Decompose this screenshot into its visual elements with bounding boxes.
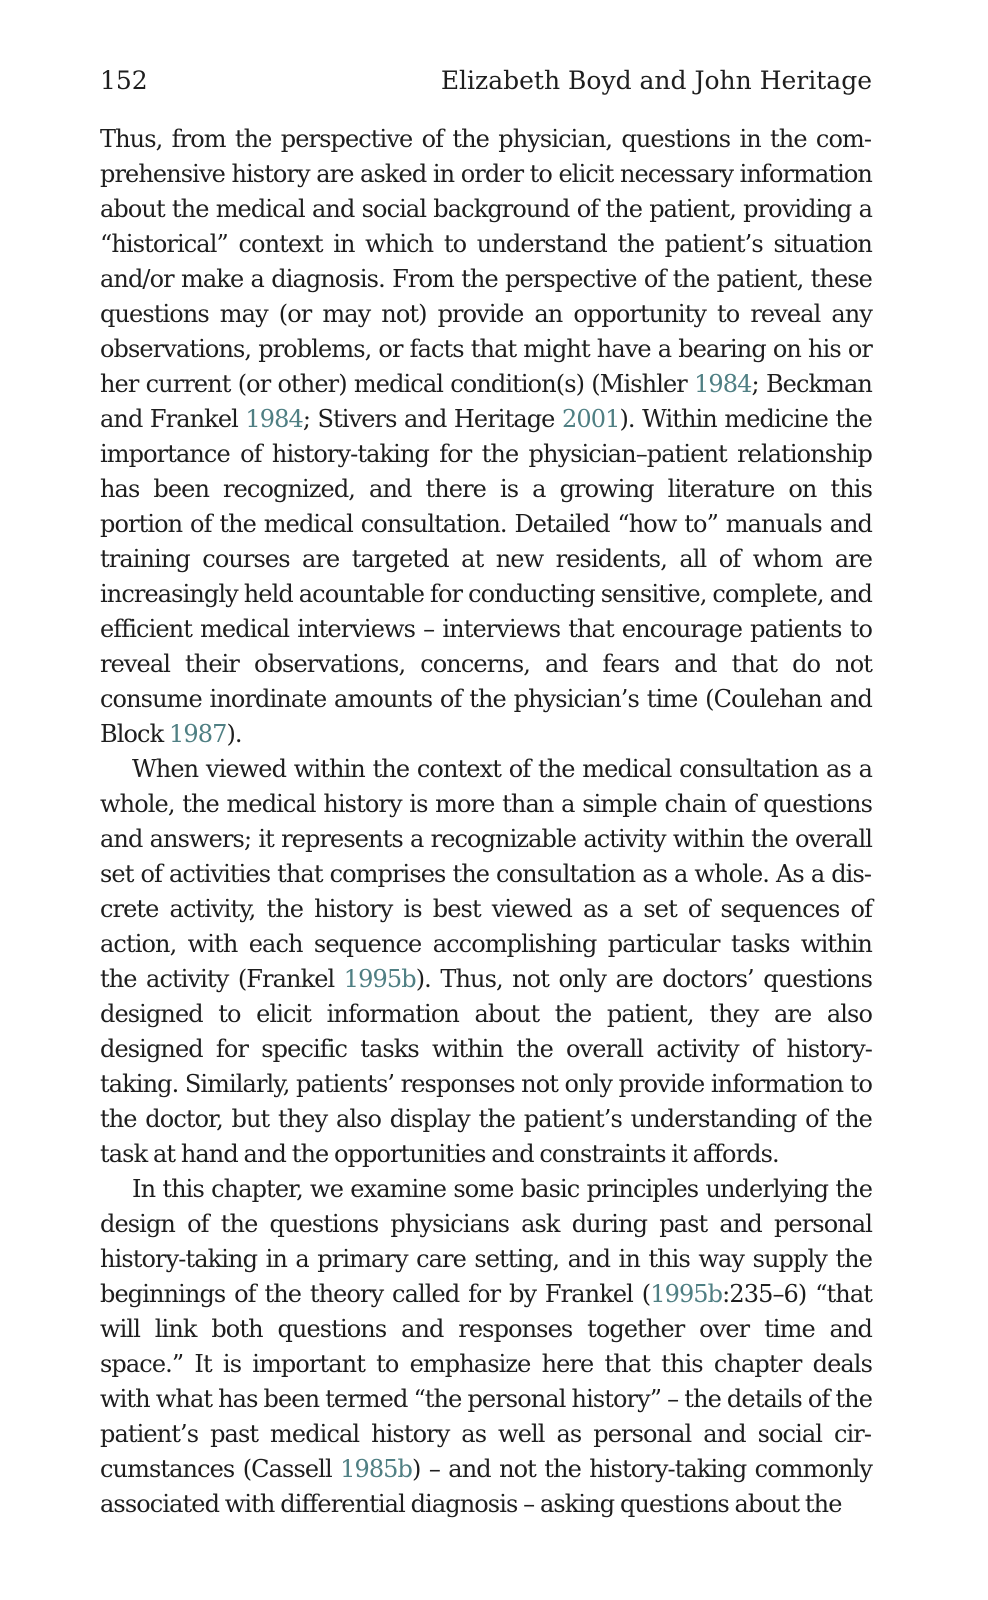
paragraph-1 [100, 122, 872, 752]
book-page [100, 0, 872, 1600]
paragraph-text: ; Stivers and Heritage [302, 405, 562, 433]
paragraph-3 [100, 1172, 872, 1522]
citation-link[interactable]: 1987 [168, 720, 227, 748]
paragraph-text: When viewed within the context of the medical consultation as a whole, the medical history is more than a simple chain of questions and answers; it represents a recognizable activity within the overall set of activities that comprises the consultation as a whole. As a discrete activity, the history is best viewed as a set of sequences of action, with each sequence accomplishing particular tasks within the activity (Frankel [100, 755, 872, 993]
running-title: Elizabeth Boyd and John Heritage [440, 66, 872, 95]
paragraph-text: ) – and not the history-taking commonly associated with differential diagnosis – asking questions about the [100, 1455, 873, 1518]
paragraph-text: ; Beckman and Frankel [100, 370, 872, 433]
citation-link[interactable]: 1984 [245, 405, 303, 433]
page-number: 152 [100, 66, 148, 95]
paragraph-text: ). [226, 720, 242, 748]
paragraph-text: :235–6) “that will link both questions and responses together over time and space.” It is important to emphasize here that this chapter deals with what has been termed “the personal history” – the details of the patient’s past medical history as well as personal and social circumstances (Cassell [100, 1280, 873, 1483]
paragraph-text: ). Thus, not only are doctors’ questions designed to elicit information about the patient, they are also designed for specific tasks within the overall activity of history-taking. Similarly, patients’ responses not only provide information to the doctor, but they also display the patient’s understanding of the task at hand and the opportunities and constraints it affords. [100, 965, 872, 1168]
citation-link[interactable]: 1995b [343, 965, 416, 993]
citation-link[interactable]: 1984 [694, 370, 752, 398]
body-text [100, 122, 872, 1522]
citation-link[interactable]: 1985b [340, 1455, 413, 1483]
paragraph-text: ). Within medicine the importance of history-taking for the physician–patient relationship has been recognized, and there is a growing literature on this portion of the medical consultation. Detailed “how to” manuals and training courses are targeted at new residents, all of whom are increasingly held acountable for conducting sensitive, complete, and efficient medical interviews – interviews that encourage patients to reveal their observations, concerns, and fears and that do not consume inordinate amounts of the physician’s time (Coulehan and Block [100, 405, 872, 748]
paragraph-text: In this chapter, we examine some basic principles underlying the design of the questions physicians ask during past and personal history-taking in a primary care setting, and in this way supply the beginnings of the theory called for by Frankel ( [100, 1175, 872, 1308]
paragraph-text: Thus, from the perspective of the physician, questions in the comprehensive history are asked in order to elicit necessary information about the medical and social background of the patient, providing a “historical” context in which to understand the patient’s situation and/or make a diagnosis. From the perspective of the patient, these questions may (or may not) provide an opportunity to reveal any observations, problems, or facts that might have a bearing on his or her current (or other) medical condition(s) (Mishler [100, 125, 872, 398]
citation-link[interactable]: 1995b [650, 1280, 723, 1308]
running-head [100, 64, 872, 98]
paragraph-2 [100, 752, 872, 1172]
citation-link[interactable]: 2001 [561, 405, 620, 433]
